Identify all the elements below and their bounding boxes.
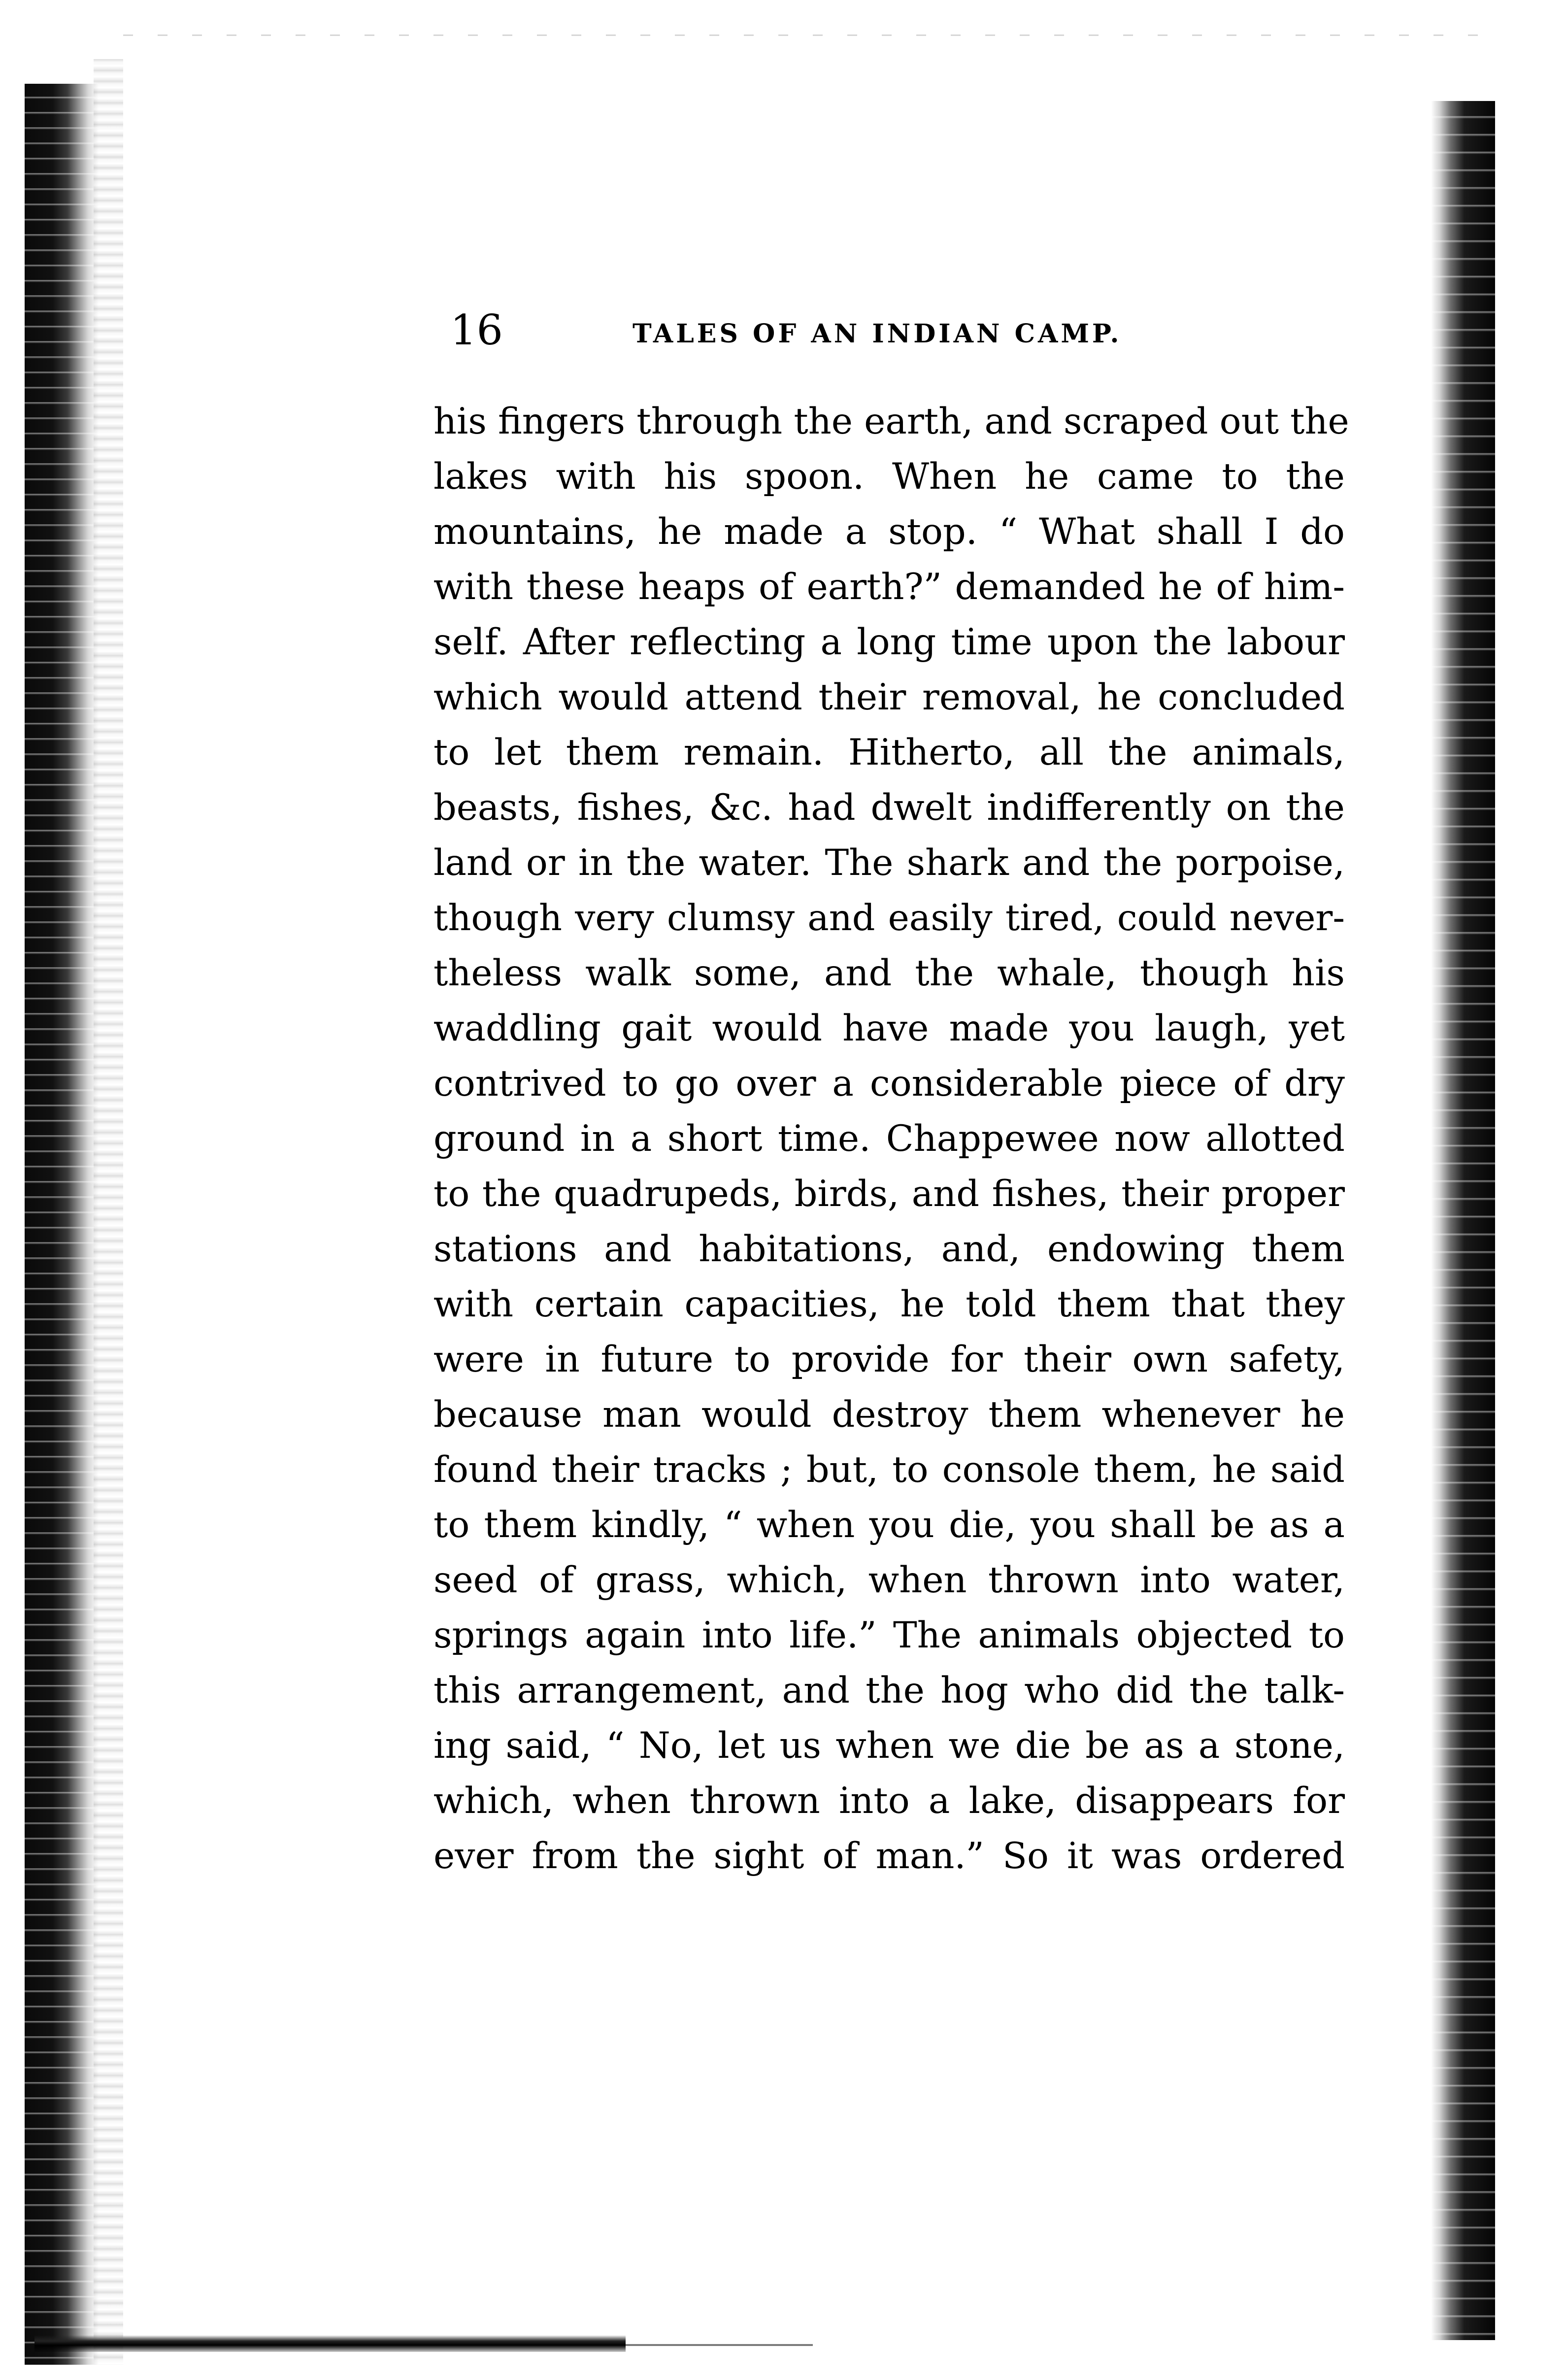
text-line: lakes with his spoon. When he came to the [433, 456, 1345, 498]
text-line: found their tracks ; but, to console them, he said [433, 1449, 1345, 1491]
left-page-edge [25, 84, 99, 2365]
text-line: though very clumsy and easily tired, could never- [433, 897, 1345, 939]
text-line: theless walk some, and the whale, though his [433, 952, 1345, 994]
text-line: ever from the sight of man.” So it was ordered [433, 1835, 1345, 1877]
text-line: with these heaps of earth?” demanded he of him- [433, 566, 1345, 608]
right-page-edge [1431, 101, 1495, 2340]
page-number: 16 [450, 306, 503, 354]
bottom-page-edge-thin [626, 2344, 813, 2346]
text-line: land or in the water. The shark and the porpoise, [433, 842, 1345, 884]
body-text [433, 394, 1349, 1884]
text-line: ing said, “ No, let us when we die be as a stone, [433, 1725, 1345, 1767]
text-line: which would attend their removal, he concluded [433, 676, 1345, 718]
text-line: which, when thrown into a lake, disappears for [433, 1780, 1345, 1822]
text-line: this arrangement, and the hog who did the talk- [433, 1670, 1345, 1711]
text-line: waddling gait would have made you laugh, yet [433, 1007, 1345, 1049]
text-line: seed of grass, which, when thrown into water, [433, 1559, 1345, 1601]
text-line: self. After reflecting a long time upon the labour [433, 621, 1345, 663]
text-line: stations and habitations, and, endowing them [433, 1228, 1345, 1270]
text-line: beasts, fishes, &c. had dwelt indifferently on the [433, 787, 1345, 829]
text-line: mountains, he made a stop. “ What shall I do [433, 511, 1345, 553]
top-page-edge [123, 34, 1502, 36]
text-line: contrived to go over a considerable piece of dry [433, 1063, 1345, 1105]
text-line: his fingers through the earth, and scraped out the [433, 401, 1349, 442]
text-line: to them kindly, “ when you die, you shall be as a [433, 1504, 1345, 1546]
running-head [450, 305, 1337, 355]
text-line: to let them remain. Hitherto, all the animals, [433, 732, 1345, 773]
text-line: springs again into life.” The animals objected to [433, 1614, 1345, 1656]
text-line: with certain capacities, he told them that they [433, 1283, 1345, 1325]
text-line: were in future to provide for their own safety, [433, 1339, 1345, 1380]
running-title: TALES OF AN INDIAN CAMP. [633, 319, 1122, 349]
text-line: because man would destroy them whenever he [433, 1394, 1345, 1436]
text-line: ground in a short time. Chappewee now allotted [433, 1118, 1345, 1160]
text-line: to the quadrupeds, birds, and fishes, their proper [433, 1173, 1345, 1215]
bottom-page-edge [34, 2335, 626, 2352]
left-page-shadow [94, 59, 123, 2365]
